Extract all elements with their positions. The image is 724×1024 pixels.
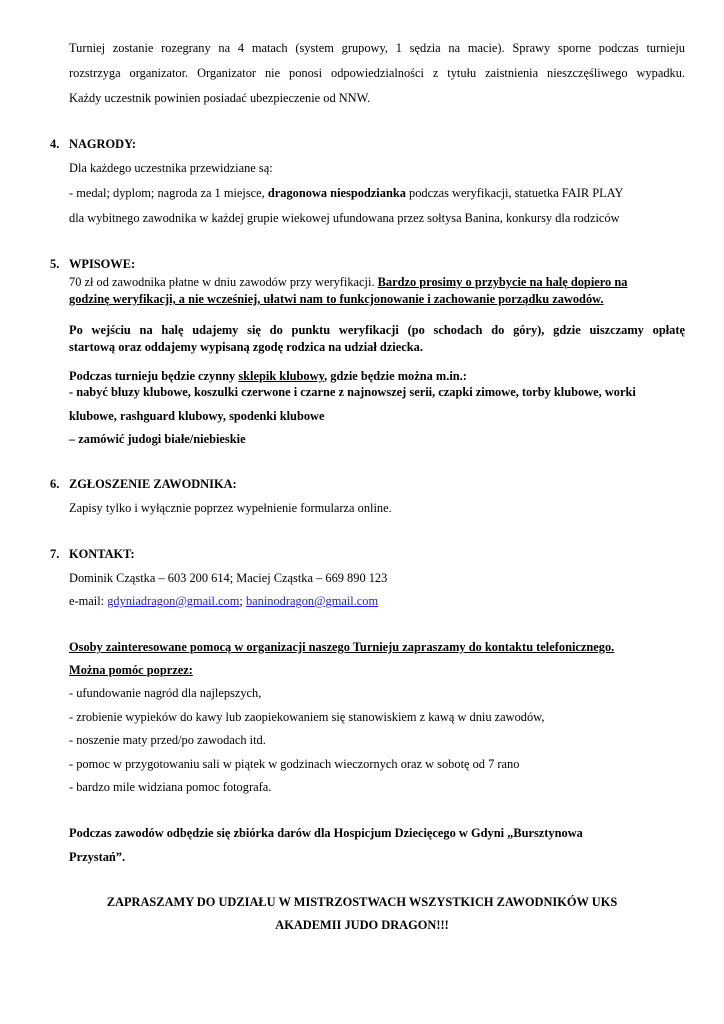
section-5-title: WPISOWE:	[69, 257, 136, 271]
intro-line-1: Turniej zostanie rozegrany na 4 matach (system grupowy, 1 sędzia na macie). Sprawy sporne podczas turnieju	[69, 41, 685, 55]
section-6-number: 6.	[50, 477, 60, 491]
section-4-line-1: Dla każdego uczestnika przewidziane są:	[69, 161, 273, 175]
help-subheading: Można pomóc poprzez:	[69, 663, 193, 677]
email-label: e-mail:	[69, 594, 108, 608]
section-4-line-2	[69, 185, 623, 201]
email-separator: ;	[239, 594, 246, 608]
section-4-line-3: dla wybitnego zawodnika w każdej grupie wiekowej ufundowana przez sołtysa Banina, konkursy dla rodziców	[69, 211, 620, 225]
shop-line-2: - nabyć bluzy klubowe, koszulki czerwone i czarne z najnowszej serii, czapki zimowe, torby klubowe, worki	[69, 385, 636, 399]
prizes-text: - medal; dyplom; nagroda za 1 miejsce,	[69, 186, 268, 200]
shop-line-1	[69, 368, 467, 384]
fee-text: 70 zł od zawodnika płatne w dniu zawodów przy weryfikacji.	[69, 275, 378, 289]
section-7-number: 7.	[50, 547, 60, 561]
section-6-title: ZGŁOSZENIE ZAWODNIKA:	[69, 477, 237, 491]
section-5-line-1	[69, 274, 627, 290]
prizes-text-cont: podczas weryfikacji, statuetka FAIR PLAY	[405, 186, 624, 200]
email-link-gdynia[interactable]: gdyniadragon@gmail.com	[107, 594, 240, 608]
dragon-surprise-text: dragonowa niespodzianka	[267, 186, 406, 200]
charity-line-2: Przystań”.	[69, 850, 126, 864]
charity-line-1: Podczas zawodów odbędzie się zbiórka darów dla Hospicjum Dziecięcego w Gdyni „Bursztynowa	[69, 826, 583, 840]
closing-line-2: AKADEMII JUDO DRAGON!!!	[275, 918, 449, 932]
club-shop-text: sklepik klubowy	[238, 369, 325, 383]
arrival-request-text: Bardzo prosimy o przybycie na halę dopiero na	[377, 275, 628, 289]
help-item: - pomoc w przygotowaniu sali w piątek w godzinach wieczornych oraz w sobotę od 7 rano	[69, 757, 520, 771]
contact-emails	[69, 593, 378, 609]
help-item: - ufundowanie nagród dla najlepszych,	[69, 686, 262, 700]
closing-line-1: ZAPRASZAMY DO UDZIAŁU W MISTRZOSTWACH WSZYSTKICH ZAWODNIKÓW UKS	[106, 895, 618, 909]
intro-line-3: Każdy uczestnik powinien posiadać ubezpieczenie od NNW.	[69, 91, 371, 105]
help-heading: Osoby zainteresowane pomocą w organizacji naszego Turnieju zapraszamy do kontaktu telefonicznego.	[69, 640, 615, 654]
help-item: - noszenie maty przed/po zawodach itd.	[69, 733, 266, 747]
help-item: - bardzo mile widziana pomoc fotografa.	[69, 780, 272, 794]
section-4-title: NAGRODY:	[69, 137, 137, 151]
help-item: - zrobienie wypieków do kawy lub zaopiekowaniem się stanowiskiem z kawą w dniu zawodów,	[69, 710, 545, 724]
contact-phones: Dominik Cząstka – 603 200 614; Maciej Cząstka – 669 890 123	[69, 571, 388, 585]
verification-line-2: startową oraz oddajemy wypisaną zgodę rodzica na udział dziecka.	[69, 340, 423, 354]
section-7-title: KONTAKT:	[69, 547, 135, 561]
email-link-banino[interactable]: baninodragon@gmail.com	[245, 594, 379, 608]
section-5-line-2: godzinę weryfikacji, a nie wcześniej, ułatwi nam to funkcjonowanie i zachowanie porządku zawodów.	[69, 292, 604, 306]
shop-intro: Podczas turnieju będzie czynny	[69, 369, 239, 383]
intro-line-2: rozstrzyga organizator. Organizator nie ponosi odpowiedzialności z tytułu zaistnienia nieszczęśliwego wypadku.	[69, 66, 685, 80]
shop-line-4: – zamówić judogi białe/niebieskie	[69, 432, 246, 446]
section-4-number: 4.	[50, 137, 60, 151]
verification-line-1: Po wejściu na halę udajemy się do punktu weryfikacji (po schodach do góry), gdzie uiszczamy opłatę	[69, 323, 685, 337]
shop-intro-cont: , gdzie będzie można m.in.:	[324, 369, 467, 383]
shop-line-3: klubowe, rashguard klubowy, spodenki klubowe	[69, 409, 325, 423]
section-5-number: 5.	[50, 257, 60, 271]
section-6-line-1: Zapisy tylko i wyłącznie poprzez wypełnienie formularza online.	[69, 501, 392, 515]
